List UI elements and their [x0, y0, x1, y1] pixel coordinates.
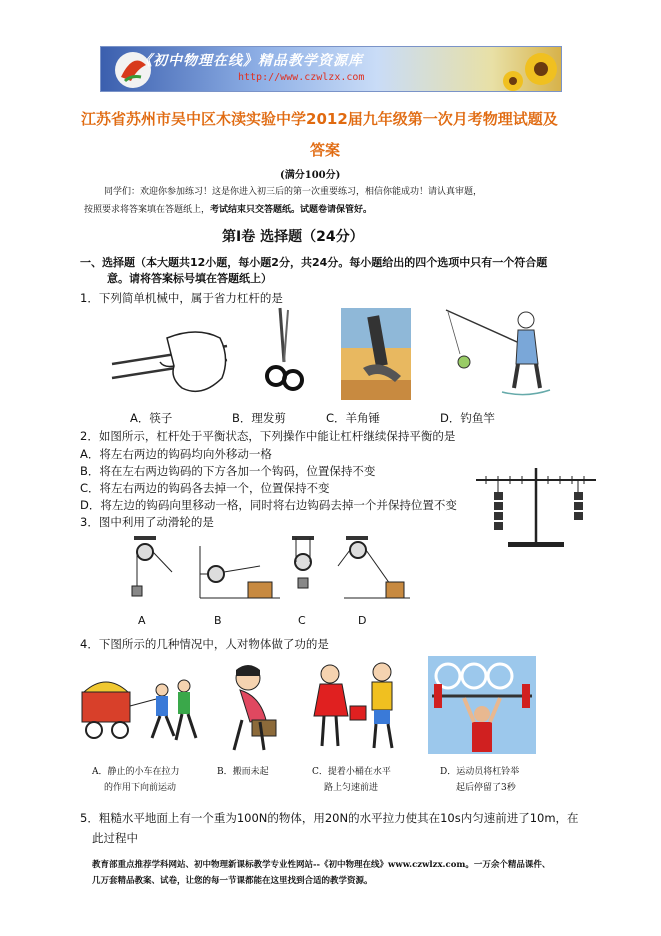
carrying-bucket-image — [308, 660, 408, 756]
section-score: 24分 — [316, 229, 350, 245]
q1-stem: 1．下列简单机械中，属于省力杠杆的是 — [80, 291, 283, 305]
intro-line-2: 按照要求将答案填在答题纸上， — [84, 205, 211, 215]
q2-option-b: B．将在左右两边钩码的下方各加一个钩码，位置保持不变 — [80, 464, 376, 478]
banner-url[interactable]: http://www.czwlzx.com — [238, 72, 365, 83]
q1-option-a: A．筷子 — [130, 411, 173, 425]
weightlifter-image — [428, 656, 536, 754]
q4-caption-a2: 的作用下向前运动 — [104, 783, 177, 793]
chopsticks-image — [112, 318, 232, 406]
intro-end: 试题卷请保管好。 — [300, 205, 373, 215]
q3-label-c: C — [298, 614, 306, 627]
section-title: 第Ⅰ卷 选择题（ — [222, 229, 317, 245]
claw-hammer-image — [341, 308, 411, 400]
banner-title: 《初中物理在线》精品教学资源库 — [138, 53, 363, 69]
q3-label-d: D — [358, 614, 367, 627]
q1-option-d: D．钓鱼竿 — [440, 411, 495, 425]
q1-option-b: B．理发剪 — [232, 411, 286, 425]
part1-line-1: 一、选择题（本大题共12小题，每小题2分，共24分。每小题给出的四个选项中只有一个符合题 — [80, 256, 548, 269]
intro-line-1: 同学们：欢迎你参加练习！这是你进入初三后的第一次重要练习，相信你能成功！请认真审题， — [104, 187, 483, 197]
q5-line-1: 5．粗糙水平地面上有一个重为100N的物体，用20N的水平拉力使其在10s内匀速前进了10m，在 — [80, 811, 579, 825]
q4-stem: 4．下图所示的几种情况中，人对物体做了功的是 — [80, 637, 329, 651]
q2-option-d: D．将左边的钩码向里移动一格，同时将右边钩码去掉一个并保持位置不变 — [80, 498, 457, 512]
footer-line-2: 几万套精品教案、试卷，让您的每一节课都能在这里找到合适的教学资源。 — [92, 876, 373, 886]
q3-stem: 3．图中利用了动滑轮的是 — [80, 515, 214, 529]
q4-caption-d1: D．运动员将杠铃举 — [440, 767, 520, 777]
q5-line-2: 此过程中 — [92, 831, 138, 845]
q4-caption-a1: A．静止的小车在拉力 — [92, 767, 180, 777]
q2-option-a: A．将左右两边的钩码均向外移动一格 — [80, 447, 272, 461]
fishing-rod-image — [446, 306, 550, 400]
cart-pulling-image — [80, 664, 206, 754]
footer-line-1: 教育部重点推荐学科网站、初中物理新课标教学专业性网站--《初中物理在线》www.czwlzx.com。一万余个精品课件、 — [92, 860, 551, 870]
lifting-stone-image — [220, 660, 290, 756]
q3-label-a: A — [138, 614, 146, 627]
q4-caption-c1: C．提着小桶在水平 — [312, 767, 391, 777]
intro-bold: 考试结束只交答题纸。 — [210, 205, 301, 215]
pulley-diagrams — [120, 536, 420, 606]
scissors-image — [262, 306, 306, 396]
q2-option-c: C．将左右两边的钩码各去掉一个，位置保持不变 — [80, 481, 330, 495]
q4-caption-d2: 起后停留了3秒 — [456, 783, 516, 793]
q4-caption-c2: 路上匀速前进 — [324, 783, 379, 793]
page-title-2: 答案 — [310, 141, 341, 159]
q1-option-c: C．羊角锤 — [326, 411, 381, 425]
page-title: 江苏省苏州市吴中区木渎实验中学2012届九年级第一次月考物理试题及 — [81, 110, 558, 128]
q4-caption-b1: B．搬而未起 — [217, 767, 269, 777]
lever-diagram — [474, 466, 598, 550]
q3-label-b: B — [214, 614, 222, 627]
section-close: ） — [349, 229, 364, 245]
q2-stem: 2．如图所示，杠杆处于平衡状态，下列操作中能让杠杆继续保持平衡的是 — [80, 429, 456, 443]
full-score: (满分100分) — [280, 170, 341, 181]
part1-line-2: 意。请将答案标号填在答题纸上） — [107, 272, 272, 285]
